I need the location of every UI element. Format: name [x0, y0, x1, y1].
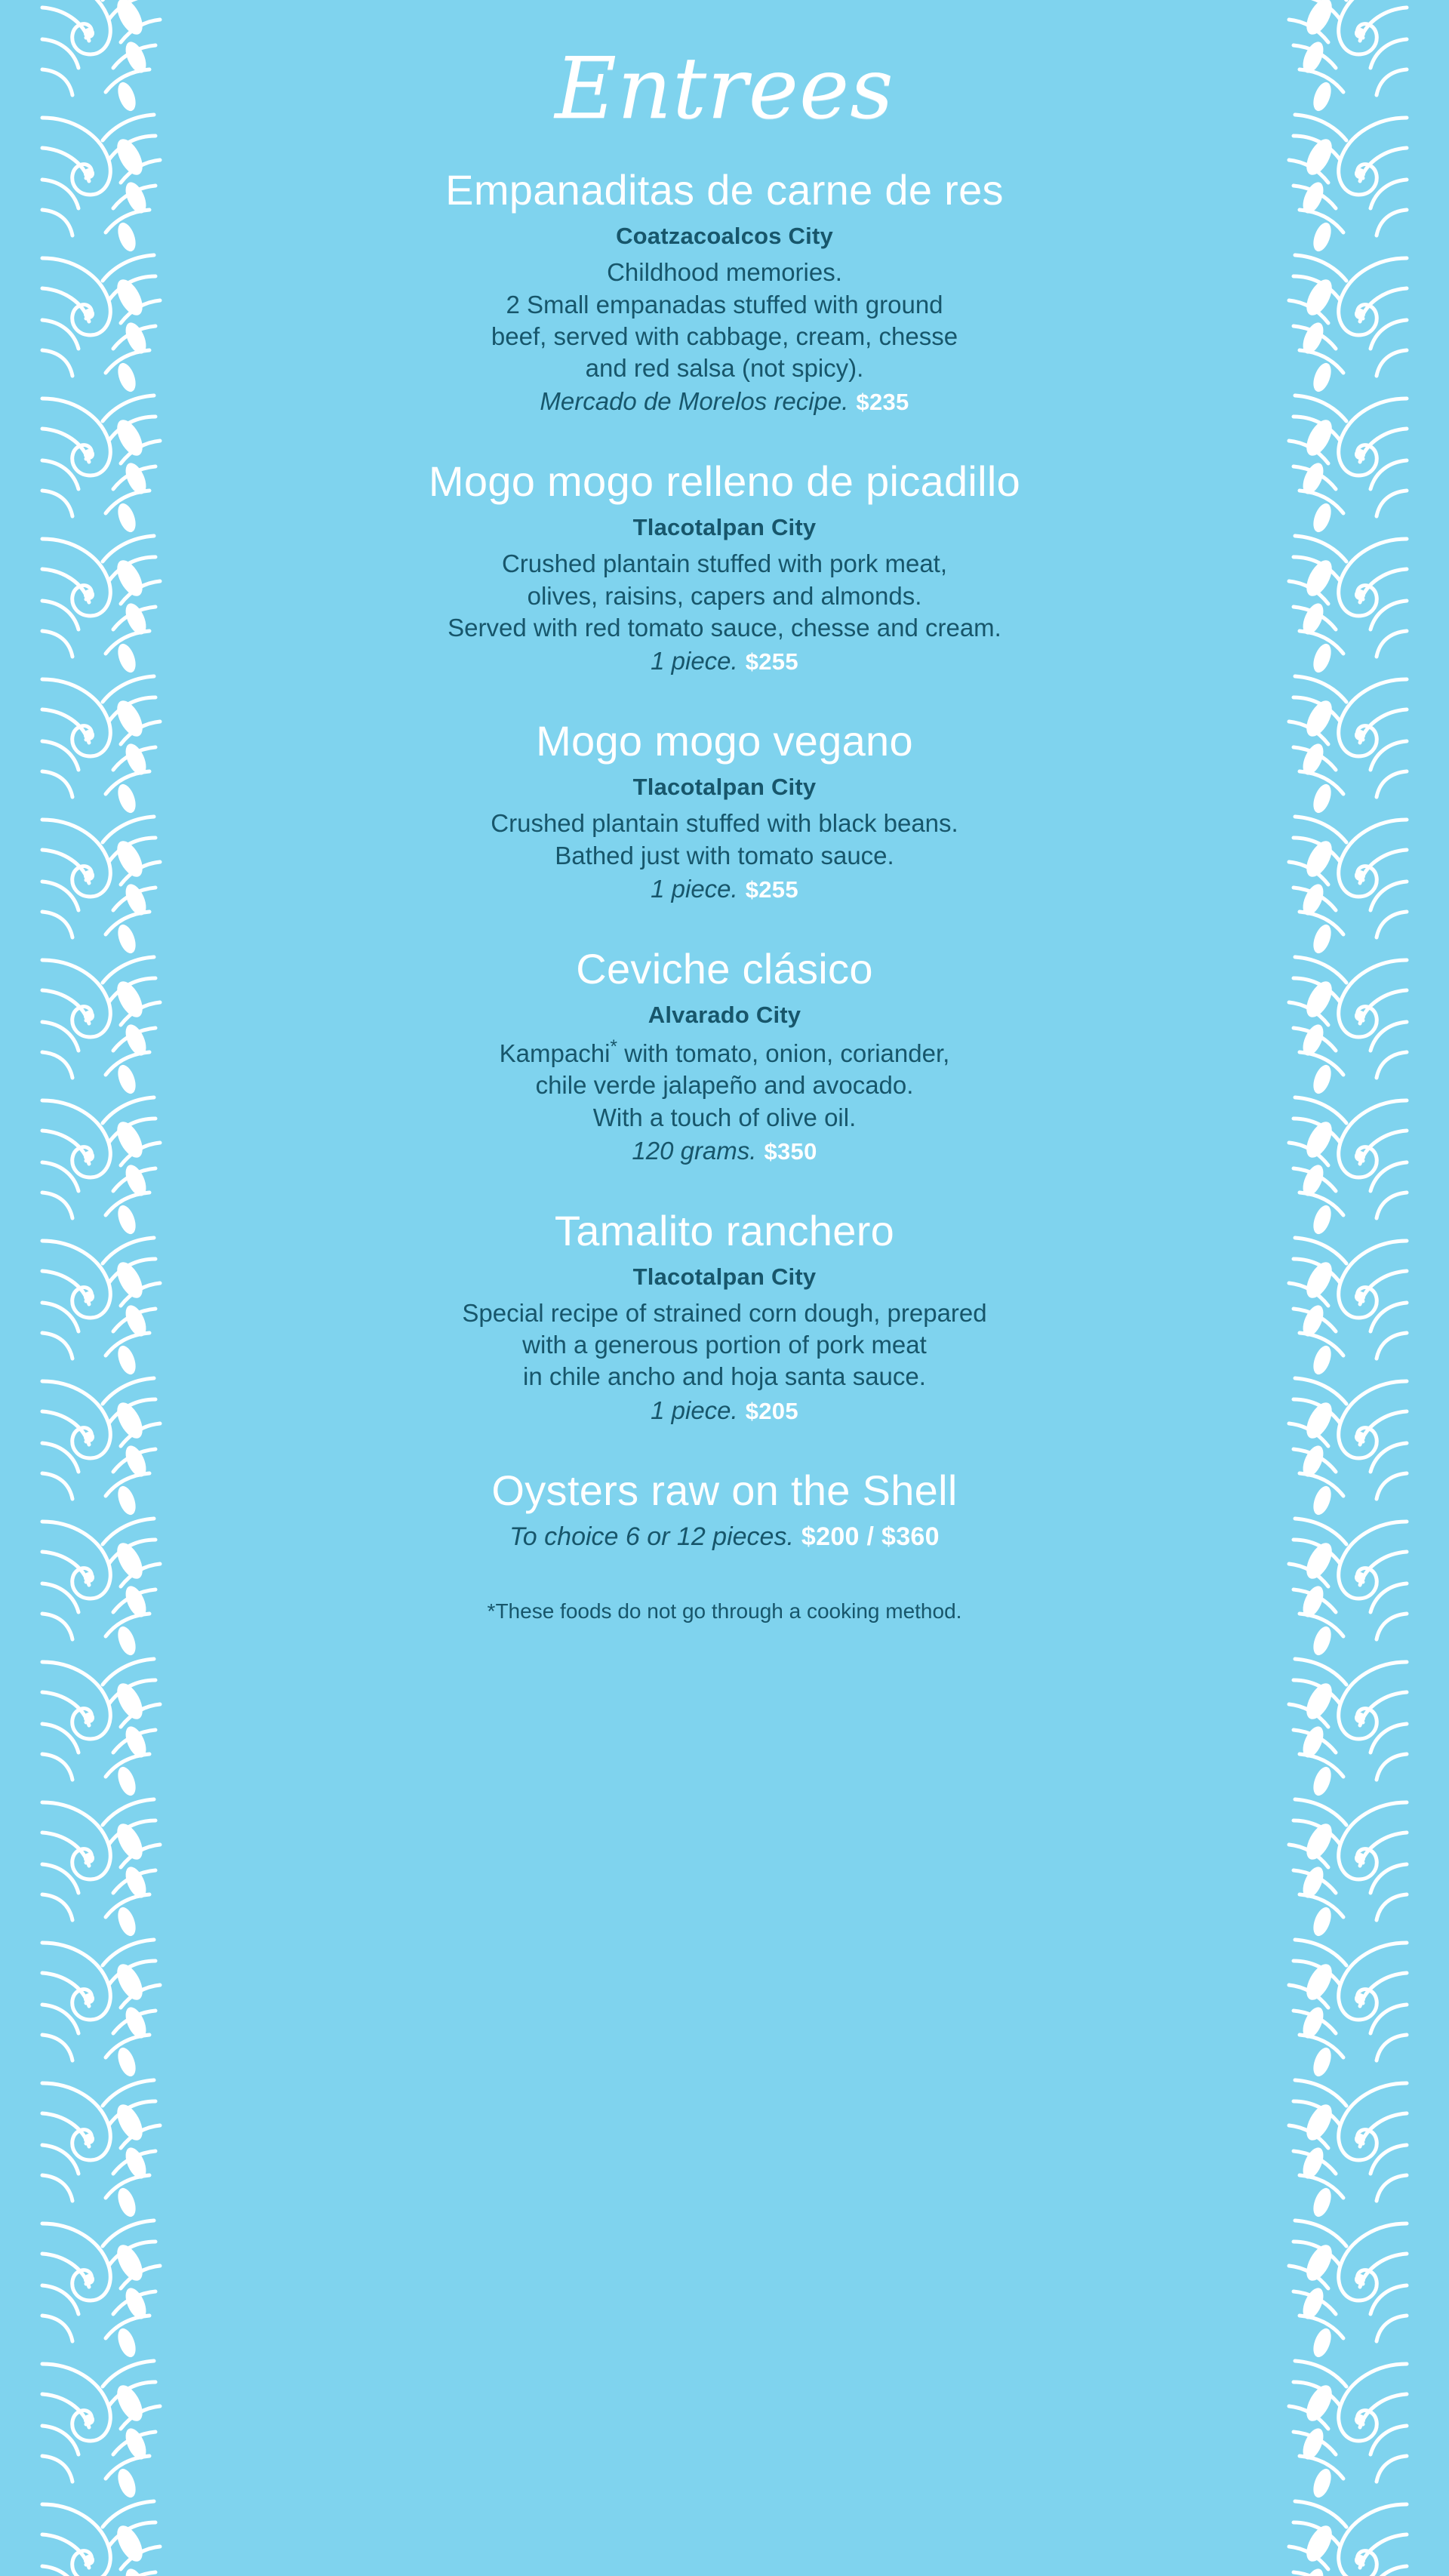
- menu-item-description: [174, 1297, 1275, 1393]
- ornament-motif: [1283, 812, 1419, 956]
- menu-item-portion: 1 piece.: [651, 874, 738, 903]
- menu-item-name: Oysters raw on the Shell: [491, 1466, 958, 1514]
- ornament-motif: [1283, 672, 1419, 815]
- ornament-motif: [30, 812, 166, 956]
- menu-item-portion: 1 piece.: [651, 647, 738, 676]
- menu-item-price: $255: [745, 648, 798, 676]
- menu-item-portion: 120 grams.: [632, 1136, 757, 1165]
- menu-item-portion: 1 piece.: [651, 1396, 738, 1424]
- right-edge-band: [1419, 0, 1449, 2576]
- menu-item-portion-price: [174, 645, 1275, 678]
- ornament-motif: [1283, 953, 1419, 1096]
- ornament-motif: [30, 1654, 166, 1798]
- menu-item-description-line: With a touch of olive oil.: [592, 1103, 857, 1131]
- ornament-motif: [1283, 1514, 1419, 1657]
- menu-item-description-line: Special recipe of strained corn dough, prepared: [462, 1299, 987, 1328]
- menu-item-name: Ceviche clásico: [576, 944, 873, 993]
- footnote-asterisk: *: [610, 1037, 618, 1058]
- ornament-motif: [1283, 251, 1419, 394]
- ornament-motif: [1283, 531, 1419, 675]
- ornament-motif: [30, 672, 166, 815]
- menu-item: [174, 166, 1275, 418]
- menu-item-description: [174, 548, 1275, 644]
- left-edge-band: [0, 0, 30, 2576]
- ornament-motif: [30, 1233, 166, 1377]
- menu-item-price: $235: [856, 389, 909, 416]
- ornament-motif: [1283, 391, 1419, 534]
- menu-item-portion-price: [174, 1135, 1275, 1168]
- menu-item-city: Tlacotalpan City: [632, 513, 817, 540]
- menu-item-portion-price: [174, 873, 1275, 906]
- ornament-motif: [1283, 1374, 1419, 1517]
- ornament-motif: [1283, 2076, 1419, 2219]
- menu-item-description-line: 2 Small empanadas stuffed with ground: [506, 290, 943, 319]
- menu-item-price: $205: [745, 1397, 798, 1424]
- menu-item-city: Tlacotalpan City: [632, 773, 817, 800]
- ornament-motif: [1283, 2356, 1419, 2500]
- ornament-motif: [30, 1374, 166, 1517]
- right-ornament-border: [1283, 0, 1419, 2576]
- ornament-motif: [30, 2497, 166, 2576]
- menu-page: [174, 0, 1275, 2576]
- menu-item-description-line: in chile ancho and hoja santa sauce.: [523, 1362, 926, 1391]
- ornament-motif: [1283, 1093, 1419, 1236]
- ornament-motif: [30, 2216, 166, 2359]
- ornament-motif: [30, 1514, 166, 1657]
- menu-item-city: Coatzacoalcos City: [616, 222, 833, 249]
- ornament-motif: [30, 251, 166, 394]
- menu-item-description-line: chile verde jalapeño and avocado.: [535, 1071, 914, 1100]
- menu-item-description-line: Served with red tomato sauce, chesse and cream.: [448, 613, 1001, 642]
- ornament-motif: [30, 2356, 166, 2500]
- ornament-motif: [30, 110, 166, 254]
- menu-item-description-line: and red salsa (not spicy).: [585, 354, 864, 383]
- menu-item-price: $350: [764, 1137, 817, 1165]
- ornament-motif: [1283, 110, 1419, 254]
- menu-item: [174, 457, 1275, 678]
- ornament-motif: [1283, 1654, 1419, 1798]
- menu-item-description: [174, 808, 1275, 871]
- menu-item: [174, 1207, 1275, 1427]
- menu-item-name: Mogo mogo vegano: [536, 717, 913, 765]
- ornament-motif: [1283, 1233, 1419, 1377]
- menu-item-portion: To choice 6 or 12 pieces.: [509, 1522, 794, 1552]
- ornament-motif: [30, 1795, 166, 1938]
- menu-item-name: Tamalito ranchero: [554, 1206, 895, 1254]
- menu-item-portion: Mercado de Morelos recipe.: [540, 387, 849, 416]
- menu-item-name: Mogo mogo relleno de picadillo: [428, 457, 1021, 506]
- menu-item-name: Empanaditas de carne de res: [445, 166, 1004, 214]
- menu-item-description-line: Kampachi* with tomato, onion, coriander,: [499, 1037, 950, 1068]
- menu-item-price: $200 / $360: [801, 1522, 940, 1552]
- menu-items-list: [174, 166, 1275, 1554]
- menu-item: [174, 945, 1275, 1168]
- footnote: *These foods do not go through a cooking method.: [487, 1599, 962, 1623]
- ornament-motif: [30, 2076, 166, 2219]
- ornament-motif: [30, 531, 166, 675]
- menu-item-city: Tlacotalpan City: [632, 1263, 817, 1290]
- menu-item-description-line: Childhood memories.: [607, 258, 842, 287]
- menu-item-portion-price: [174, 1520, 1275, 1553]
- menu-item-description: [174, 1036, 1275, 1134]
- ornament-motif: [30, 953, 166, 1096]
- menu-item-description-line: olives, raisins, capers and almonds.: [527, 581, 922, 610]
- menu-item-portion-price: [174, 1395, 1275, 1427]
- ornament-motif: [1283, 2497, 1419, 2576]
- ornament-motif: [30, 1935, 166, 2079]
- menu-item-description-line: beef, served with cabbage, cream, chesse: [491, 322, 958, 350]
- page-title: Entrees: [555, 40, 894, 138]
- ornament-motif: [1283, 2216, 1419, 2359]
- menu-item-price: $255: [745, 876, 798, 903]
- menu-item-description-line: Crushed plantain stuffed with black beans.: [491, 809, 958, 838]
- menu-item: [174, 717, 1275, 906]
- menu-item-portion-price: [174, 386, 1275, 418]
- menu-item-description-line: Bathed just with tomato sauce.: [555, 841, 894, 869]
- menu-item-city: Alvarado City: [648, 1001, 801, 1028]
- ornament-motif: [30, 0, 166, 113]
- ornament-motif: [30, 1093, 166, 1236]
- menu-item-description-line: Crushed plantain stuffed with pork meat,: [501, 549, 948, 578]
- menu-item-description: [174, 257, 1275, 384]
- left-ornament-border: [30, 0, 166, 2576]
- ornament-motif: [1283, 1935, 1419, 2079]
- ornament-motif: [1283, 0, 1419, 113]
- menu-item: [174, 1467, 1275, 1554]
- ornament-motif: [30, 391, 166, 534]
- ornament-motif: [1283, 1795, 1419, 1938]
- menu-item-description-line: with a generous portion of pork meat: [522, 1331, 927, 1359]
